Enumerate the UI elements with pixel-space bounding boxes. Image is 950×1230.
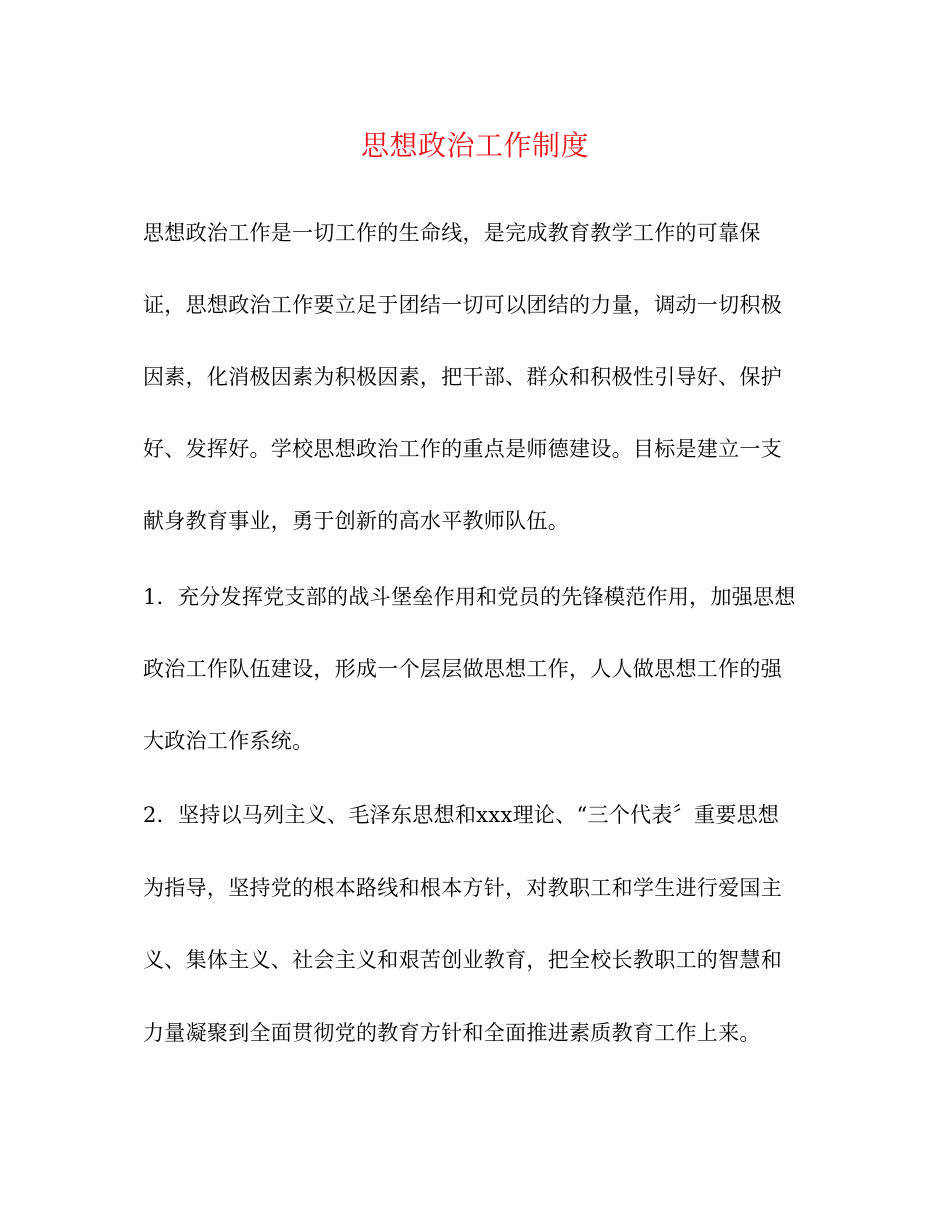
body-line: 献身教育事业，勇于创新的高水平教师队伍。 <box>143 509 569 533</box>
body-line: 政治工作队伍建设，形成一个层层做思想工作，人人做思想工作的强 <box>143 657 782 681</box>
body-line: 义、集体主义、社会主义和艰苦创业教育，把全校长教职工的智慧和 <box>143 948 782 972</box>
body-line: 大政治工作系统。 <box>143 729 314 753</box>
body-line: 思想政治工作是一切工作的生命线，是完成教育教学工作的可靠保 <box>143 221 761 245</box>
body-line: 力量凝聚到全面贯彻党的教育方针和全面推进素质教育工作上来。 <box>143 1021 761 1045</box>
body-line: 2．坚持以马列主义、毛泽东思想和xxx理论、“三个代表〞重要思想 <box>143 803 780 827</box>
body-line: 为指导，坚持党的根本路线和根本方针，对教职工和学生进行爱国主 <box>143 876 782 900</box>
body-line: 1．充分发挥党支部的战斗堡垒作用和党员的先锋模范作用，加强思想 <box>143 585 796 609</box>
body-line: 因素，化消极因素为积极因素，把干部、群众和积极性引导好、保护 <box>143 365 782 389</box>
body-line: 证，思想政治工作要立足于团结一切可以团结的力量，调动一切积极 <box>143 293 782 317</box>
document-title: 思想政治工作制度 <box>360 129 589 162</box>
body-line: 好、发挥好。学校思想政治工作的重点是师德建设。目标是建立一支 <box>143 437 782 461</box>
